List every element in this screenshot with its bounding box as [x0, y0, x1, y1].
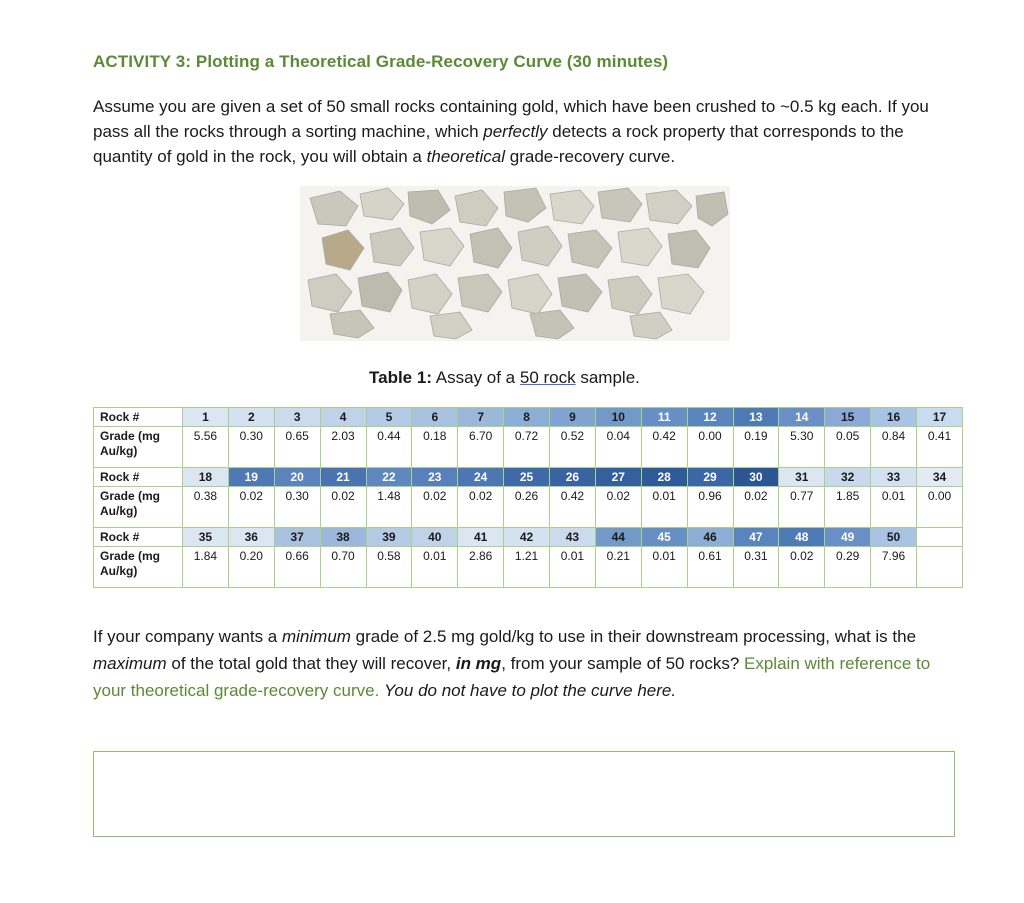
rock-number-cell: 3 — [274, 408, 320, 427]
grade-cell: 0.01 — [550, 547, 596, 588]
grade-cell: 0.02 — [779, 547, 825, 588]
question-explain-instruction: Explain with reference to your theoretical grade-recovery curve. — [93, 654, 931, 700]
grade-cell: 0.61 — [687, 547, 733, 588]
rock-number-cell: 33 — [871, 468, 917, 487]
grade-cell: 0.00 — [917, 487, 963, 528]
grade-cell: 0.05 — [825, 427, 871, 468]
grade-cell: 0.58 — [366, 547, 412, 588]
rock-number-cell: 11 — [641, 408, 687, 427]
rock-number-cell: 4 — [320, 408, 366, 427]
grade-cell: 0.02 — [733, 487, 779, 528]
question-emphasis-maximum: maximum — [93, 654, 167, 673]
rock-number-cell: 44 — [595, 528, 641, 547]
grade-cell: 5.56 — [183, 427, 229, 468]
intro-emphasis-perfectly: perfectly — [483, 122, 548, 141]
rock-number-cell: 38 — [320, 528, 366, 547]
grade-row — [94, 487, 963, 528]
grade-cell: 0.30 — [274, 487, 320, 528]
grade-cell: 0.44 — [366, 427, 412, 468]
table-caption — [369, 368, 640, 388]
grade-cell: 2.86 — [458, 547, 504, 588]
rock-number-cell: 27 — [595, 468, 641, 487]
grade-cell: 1.48 — [366, 487, 412, 528]
rock-number-cell: 24 — [458, 468, 504, 487]
grade-cell: 1.21 — [504, 547, 550, 588]
rock-number-cell: 36 — [228, 528, 274, 547]
rock-number-cell: 46 — [687, 528, 733, 547]
grade-cell: 0.29 — [825, 547, 871, 588]
rock-number-cell: 49 — [825, 528, 871, 547]
rock-number-cell: 34 — [917, 468, 963, 487]
grade-cell: 0.41 — [917, 427, 963, 468]
rock-sample-photo — [300, 186, 730, 341]
rock-number-cell: 9 — [550, 408, 596, 427]
grade-cell: 0.04 — [595, 427, 641, 468]
rock-number-cell: 47 — [733, 528, 779, 547]
grade-cell: 0.70 — [320, 547, 366, 588]
rock-number-cell: 13 — [733, 408, 779, 427]
rock-number-cell: 42 — [504, 528, 550, 547]
rock-number-cell: 10 — [595, 408, 641, 427]
rock-number-label: Rock # — [94, 408, 183, 427]
grade-cell: 7.96 — [871, 547, 917, 588]
question-no-plot-note: You do not have to plot the curve here. — [384, 681, 677, 700]
rock-number-row — [94, 528, 963, 547]
rock-number-cell: 32 — [825, 468, 871, 487]
intro-text-1: Assume you are given a set of 50 small rocks containing gold, which have been crushed to ~0.5 kg each. If you pass all the rocks through a sorting machine, which — [93, 97, 929, 141]
question-text-1: If your company wants a — [93, 627, 282, 646]
question-emphasis-in-mg: in mg — [455, 654, 502, 673]
rock-number-row — [94, 408, 963, 427]
grade-cell: 0.77 — [779, 487, 825, 528]
grade-cell: 0.02 — [458, 487, 504, 528]
grade-cell: 0.30 — [228, 427, 274, 468]
grade-cell: 6.70 — [458, 427, 504, 468]
rock-number-cell: 18 — [183, 468, 229, 487]
grade-cell: 0.72 — [504, 427, 550, 468]
caption-label: Table 1: — [369, 368, 432, 387]
rock-number-cell: 30 — [733, 468, 779, 487]
question-text-2: grade of 2.5 mg gold/kg to use in their downstream processing, what is the — [350, 627, 917, 646]
grade-cell: 0.52 — [550, 427, 596, 468]
intro-emphasis-theoretical: theoretical — [426, 147, 506, 166]
question-text-4: , from your sample of 50 rocks? — [501, 654, 745, 673]
intro-paragraph — [93, 94, 943, 169]
grade-cell: 0.01 — [871, 487, 917, 528]
grade-cell: 0.02 — [595, 487, 641, 528]
rock-number-cell: 43 — [550, 528, 596, 547]
grade-cell: 0.00 — [687, 427, 733, 468]
grade-cell: 0.02 — [412, 487, 458, 528]
rock-number-cell: 31 — [779, 468, 825, 487]
grade-cell: 0.01 — [641, 547, 687, 588]
rock-number-cell: 20 — [274, 468, 320, 487]
rock-number-cell: 7 — [458, 408, 504, 427]
rock-number-cell: 45 — [641, 528, 687, 547]
grade-cell: 0.02 — [228, 487, 274, 528]
rock-number-cell: 6 — [412, 408, 458, 427]
grade-cell: 0.01 — [412, 547, 458, 588]
rock-number-cell: 26 — [550, 468, 596, 487]
rock-number-cell: 48 — [779, 528, 825, 547]
grade-label: Grade (mg Au/kg) — [94, 547, 183, 588]
caption-text-pre: Assay of a — [431, 368, 520, 387]
intro-text-2: detects a rock property that corresponds to the quantity of gold in the rock, you will obtain a — [93, 122, 904, 166]
intro-text-3: grade-recovery curve. — [505, 147, 676, 166]
grade-cell: 0.42 — [641, 427, 687, 468]
grade-cell: 0.65 — [274, 427, 320, 468]
grade-cell: 1.84 — [183, 547, 229, 588]
grade-row — [94, 427, 963, 468]
rock-number-label: Rock # — [94, 468, 183, 487]
grade-cell: 2.03 — [320, 427, 366, 468]
rock-number-cell: 22 — [366, 468, 412, 487]
rock-number-cell: 12 — [687, 408, 733, 427]
caption-underlined: 50 rock — [519, 368, 576, 387]
rock-number-cell: 29 — [687, 468, 733, 487]
rock-number-cell: 8 — [504, 408, 550, 427]
grade-cell: 0.18 — [412, 427, 458, 468]
rock-number-cell: 21 — [320, 468, 366, 487]
grade-cell: 1.85 — [825, 487, 871, 528]
rock-number-cell — [917, 528, 963, 547]
rock-number-cell: 2 — [228, 408, 274, 427]
rock-number-cell: 37 — [274, 528, 320, 547]
rock-number-cell: 14 — [779, 408, 825, 427]
grade-cell: 0.42 — [550, 487, 596, 528]
rock-number-row — [94, 468, 963, 487]
question-text-3: of the total gold that they will recover, — [166, 654, 456, 673]
question-paragraph — [93, 623, 943, 704]
caption-text-post: sample. — [575, 368, 640, 387]
rock-number-cell: 1 — [183, 408, 229, 427]
grade-cell: 0.19 — [733, 427, 779, 468]
rock-number-cell: 40 — [412, 528, 458, 547]
rock-number-cell: 23 — [412, 468, 458, 487]
rock-number-label: Rock # — [94, 528, 183, 547]
grade-row — [94, 547, 963, 588]
grade-label: Grade (mg Au/kg) — [94, 487, 183, 528]
rock-number-cell: 15 — [825, 408, 871, 427]
rock-number-cell: 17 — [917, 408, 963, 427]
grade-cell: 0.38 — [183, 487, 229, 528]
rock-number-cell: 39 — [366, 528, 412, 547]
rock-number-cell: 50 — [871, 528, 917, 547]
grade-cell: 0.21 — [595, 547, 641, 588]
grade-cell: 0.26 — [504, 487, 550, 528]
activity-heading: ACTIVITY 3: Plotting a Theoretical Grade-Recovery Curve (30 minutes) — [93, 52, 669, 71]
answer-box[interactable] — [93, 751, 955, 837]
grade-cell: 5.30 — [779, 427, 825, 468]
rock-number-cell: 35 — [183, 528, 229, 547]
rock-number-cell: 28 — [641, 468, 687, 487]
grade-cell: 0.66 — [274, 547, 320, 588]
grade-cell: 0.31 — [733, 547, 779, 588]
grade-cell: 0.02 — [320, 487, 366, 528]
grade-cell: 0.20 — [228, 547, 274, 588]
rock-number-cell: 16 — [871, 408, 917, 427]
assay-table — [93, 407, 963, 588]
rock-number-cell: 19 — [228, 468, 274, 487]
grade-label: Grade (mg Au/kg) — [94, 427, 183, 468]
grade-cell: 0.84 — [871, 427, 917, 468]
grade-cell — [917, 547, 963, 588]
rock-number-cell: 25 — [504, 468, 550, 487]
question-emphasis-minimum: minimum — [281, 627, 351, 646]
rock-number-cell: 41 — [458, 528, 504, 547]
rock-number-cell: 5 — [366, 408, 412, 427]
grade-cell: 0.96 — [687, 487, 733, 528]
grade-cell: 0.01 — [641, 487, 687, 528]
